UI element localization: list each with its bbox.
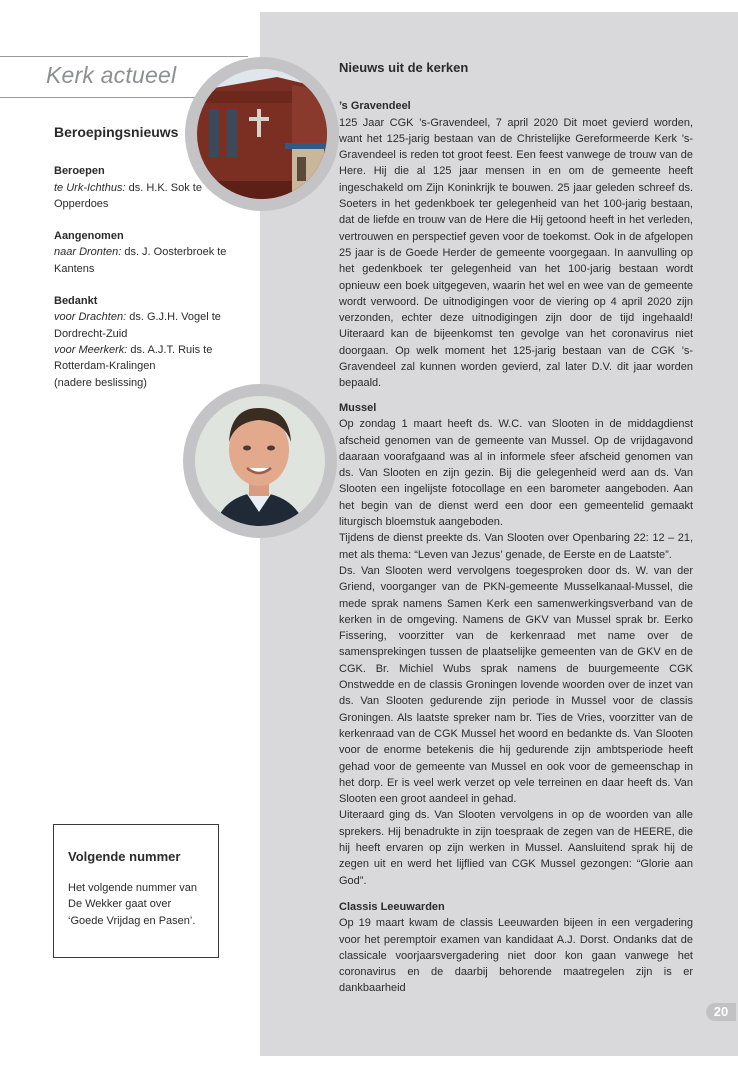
beroepingsnieuws-title: Beroepingsnieuws	[54, 124, 179, 140]
beroepen-place: te Urk-Ichthus:	[54, 181, 126, 194]
gravendeel-text: 125 Jaar CGK ’s-Gravendeel, 7 april 2020 Dit moet gevierd worden, want het 125-jarig bestaan van de Christelijke Gereformeerde Kerk ’s-Gravendeel is reden tot groot feest. Een feest vanwege de trouw van de Here. Hij die al 125 jaar mensen in en om de gemeente heeft ingeschakeld om Zijn Koninkrijk te bouwen. 25 jaar geleden schreef ds. Soeters in het gedenkboek ter gelegenheid van het 100-jarig bestaan, dat de liefde en trouw van de Here die Hij getoond heeft in het verleden, vertrouwen en perspectief geven voor de toekomst. Ook in de afgelopen 25 jaar is de Goede Herder de gemeente voorgegaan. In aanvulling op het gedenkboek ter gelegenheid van het 100-jarig bestaan wordt opnieuw een boek uitgegeven, waarin het wel en wee van de gemeente wordt verwoord. De uitnodigingen voor de viering op 4 april 2020 zijn verzonden, echter deze uitnodigingen zijn door de tijd ingehaald! Uiteraard kan de bijeenkomst ten gevolge van het coronavirus niet doorgaan. Op welk moment het 125-jarig bestaan van de CGK ’s-Gravendeel zal kunnen worden gevierd, zal later D.V. dit jaar worden bepaald.	[339, 116, 693, 390]
next-issue-title: Volgende nummer	[68, 849, 181, 864]
mussel-paragraph-1: Op zondag 1 maart heeft ds. W.C. van Slooten in de middagdienst afscheid genomen van de gemeente van Mussel. Op de vrijdagavond daaraan voorafgaand was al in informele sfeer afscheid genomen van ds. Van Slooten en zijn gezin. Bij die gelegenheid werd aan ds. Van Slooten een ingelijste fotocollage en een barometer aangeboden. Aan het begin van de dienst werd een door een gemeentelid gemaakt liturgisch bloemstuk aangeboden.	[339, 418, 693, 529]
bedankt-rest-2: ds. A.J.T. Ruis te Rotterdam-Kralingen	[54, 343, 213, 373]
bedankt-place-1: voor Drachten:	[54, 311, 127, 324]
leeuwarden-article	[339, 899, 693, 997]
leeuwarden-heading: Classis Leeuwarden	[339, 901, 445, 913]
beroepen-rest: ds. H.K. Sok te Opperdoes	[54, 181, 202, 210]
mussel-paragraph-2: Tijdens de dienst preekte ds. Van Slooten over Openbaring 22: 12 – 21, met als thema: “Leven van Jezus’ genade, de Eerste en de Laatste”.	[339, 532, 693, 561]
next-issue-box	[53, 824, 219, 958]
next-issue-text: Het volgende nummer van De Wekker gaat over ‘Goede Vrijdag en Pasen’.	[68, 882, 198, 927]
bedankt-note: (nadere beslissing)	[54, 376, 147, 389]
gravendeel-heading: ’s Gravendeel	[339, 100, 411, 113]
section-title: Kerk actueel	[46, 62, 177, 88]
mussel-paragraph-3: Ds. Van Slooten werd vervolgens toegesproken door ds. W. van der Griend, voorganger van de PKN-gemeente Musselkanaal-Mussel, die mede sprak namens Samen Kerk een samenwerkingsverband van de kerken in de omgeving. Namens de GKV van Mussel sprak br. Eerko Fissering, voorzitter van de kerkenraad met name over de samensprekingen tussen de plaatselijke gemeenten van de GKV en de CGK. Br. Michiel Wubs sprak namens de buurgemeente CGK Onstwedde en de classis Groningen lovende woorden over de inzet van ds. Van Slooten gedurende zijn periode in Mussel voor de classis Groningen. Als laatste spreker nam br. Ties de Vries, voorzitter van de kerkenraad van de CGK Mussel het woord en bedankte ds. Van Slooten voor de enorme betekenis die hij gedurende zijn ambtsperiode heeft gehad voor de gemeente van Mussel en ook voor de gemeenschap in het dorp. Er is veel werk verzet op vele terreinen en daar heeft ds. Van Slooten een groot aandeel in gehad.	[339, 564, 693, 806]
aangenomen-entry	[54, 244, 244, 277]
mussel-heading: Mussel	[339, 402, 377, 414]
leeuwarden-text: Op 19 maart kwam de classis Leeuwarden bijeen in een vergadering voor het peremptoir examen van kandidaat A.J. Dorst. Ondanks dat de classicale voorjaarsvergadering niet door kon gaan vanwege het coronavirus en de daarbij behorende maatregelen zijn is er dankbaarheid	[339, 917, 693, 995]
mussel-article	[339, 400, 693, 889]
bedankt-rest-1: ds. G.J.H. Vogel te Dordrecht-Zuid	[54, 311, 221, 340]
news-title: Nieuws uit de kerken	[339, 60, 469, 75]
aangenomen-rest: ds. J. Oosterbroek te Kantens	[54, 246, 227, 275]
mussel-paragraph-4: Uiteraard ging ds. Van Slooten vervolgens in op de woorden van alle sprekers. Hij benadrukte in zijn toespraak de zegen van de HEERE, die hij heeft ervaren op zijn werken in Mussel. Aansluitend sprak hij de zegen uit en werd het lijflied van CGK Mussel gezongen: “Glorie aan God”.	[339, 809, 693, 887]
beroepen-heading: Beroepen	[54, 165, 105, 178]
page-number: 20	[706, 1003, 736, 1021]
bedankt-heading: Bedankt	[54, 295, 98, 308]
portrait-photo	[195, 396, 325, 526]
news-column	[339, 60, 693, 392]
beroepen-entry	[54, 180, 244, 213]
bedankt-entry-2	[54, 342, 244, 375]
bedankt-entry-1	[54, 309, 244, 342]
aangenomen-heading: Aangenomen	[54, 230, 124, 243]
header-rule-top	[0, 56, 248, 57]
aangenomen-place: naar Dronten:	[54, 246, 122, 259]
bedankt-place-2: voor Meerkerk:	[54, 343, 128, 356]
beroepingsnieuws-section	[54, 124, 244, 407]
